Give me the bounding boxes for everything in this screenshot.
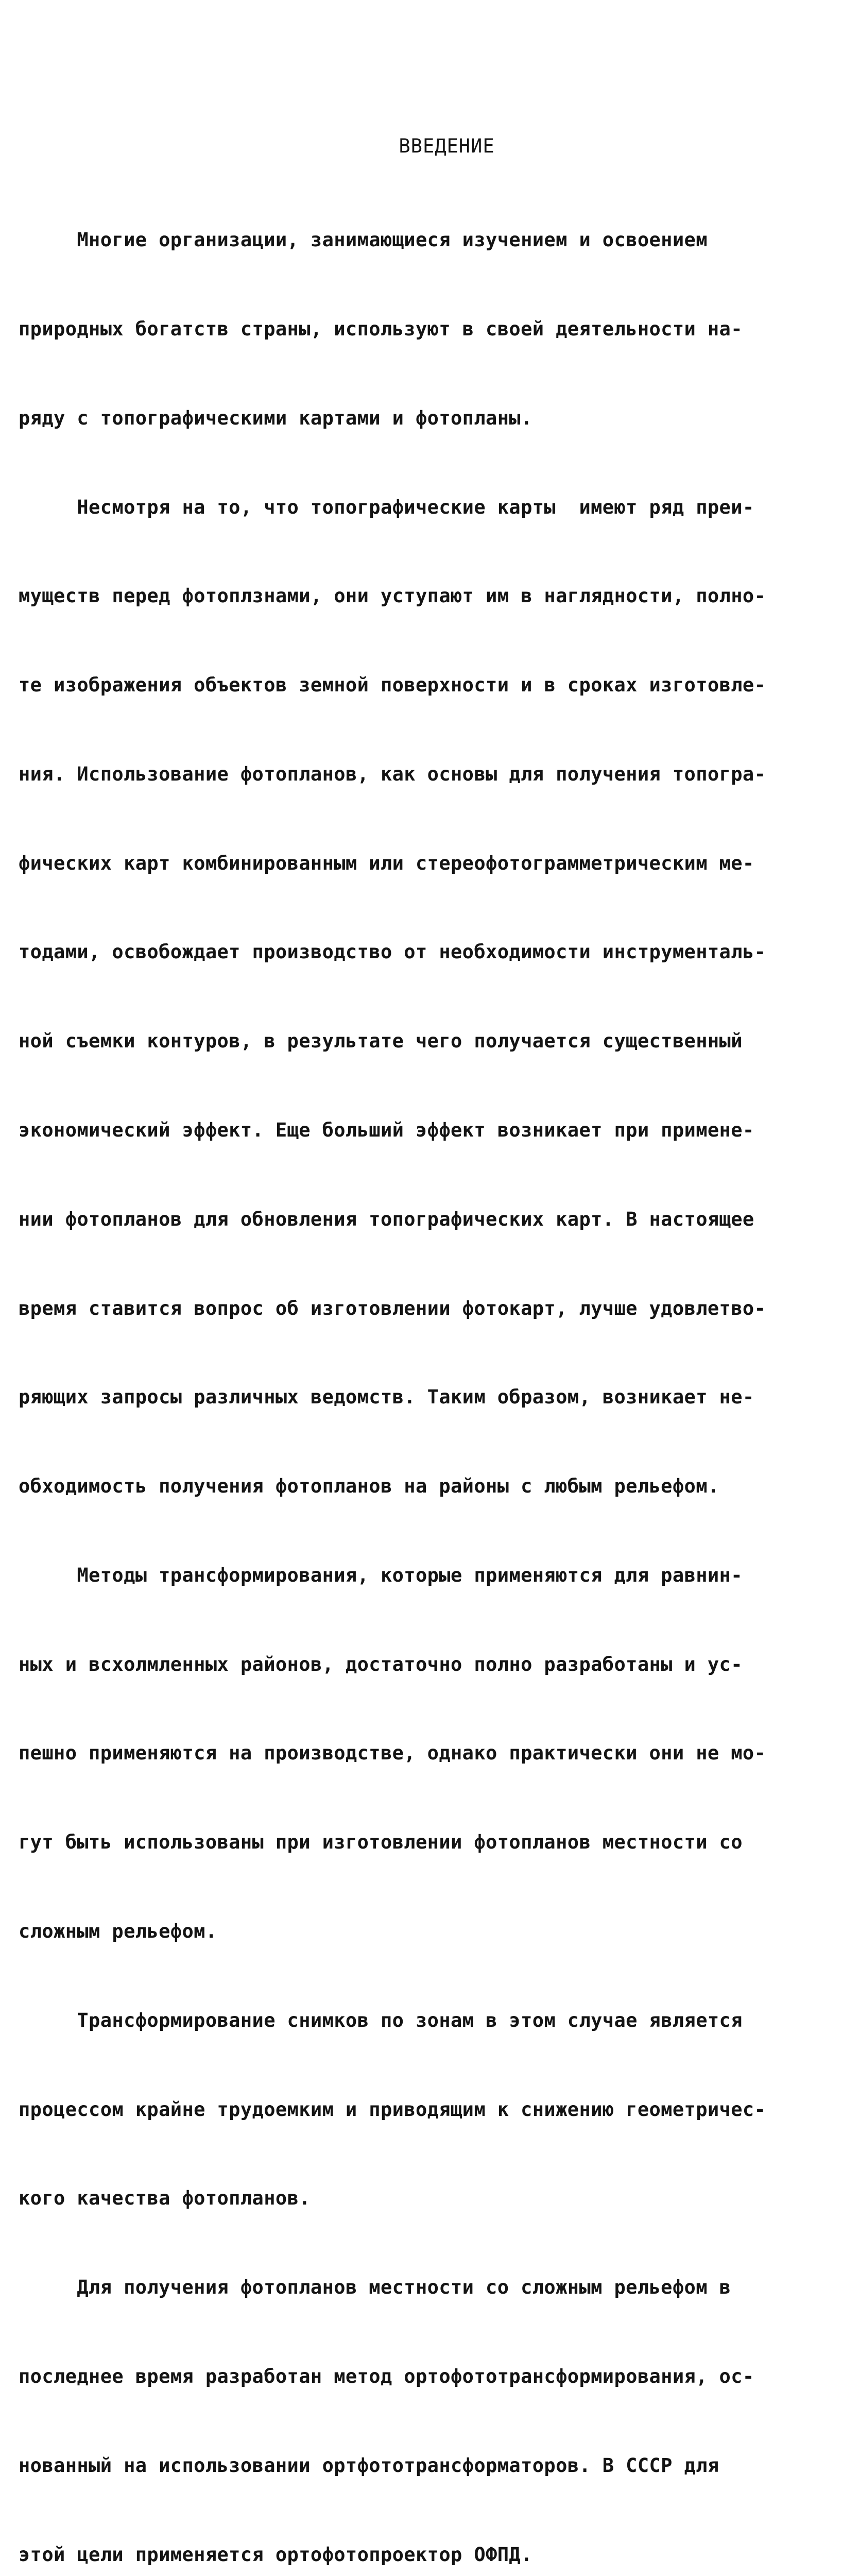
text-line: Несмотря на то, что топографические карты имеют ряд преи- bbox=[19, 496, 754, 518]
text-line: последнее время разработан метод ортофототрансформирования, ос- bbox=[19, 2365, 754, 2387]
text-line: тодами, освобождает производство от необходимости инструменталь- bbox=[19, 941, 766, 963]
page-title: ВВЕДЕНИЕ bbox=[399, 135, 495, 157]
text-line: нованный на использовании ортфототрансформаторов. В СССР для bbox=[19, 2454, 719, 2477]
text-line: ряющих запросы различных ведомств. Таким образом, возникает не- bbox=[19, 1386, 754, 1409]
text-line: ния. Использование фотопланов, как основы для получения топогра- bbox=[19, 762, 766, 785]
text-line: время ставится вопрос об изготовлении фотокарт, лучше удовлетво- bbox=[19, 1297, 766, 1319]
text-line: фических карт комбинированным или стереофотограмметрическим ме- bbox=[19, 852, 754, 874]
text-line: экономический эффект. Еще больший эффект возникает при примене- bbox=[19, 1119, 754, 1141]
text-line: Для получения фотопланов местности со сложным рельефом в bbox=[19, 2276, 731, 2299]
text-line: муществ перед фотоплзнами, они уступают им в наглядности, полно- bbox=[19, 585, 766, 607]
text-line: обходимость получения фотопланов на районы с любым рельефом. bbox=[19, 1475, 719, 1498]
text-line: нии фотопланов для обновления топографических карт. В настоящее bbox=[19, 1208, 754, 1230]
text-line: процессом крайне трудоемким и приводящим к снижению геометричес- bbox=[19, 2098, 766, 2121]
text-line: ряду с топографическими картами и фотопланы. bbox=[19, 406, 532, 429]
text-line: этой цели применяется ортофотопроектор ОФПД. bbox=[19, 2543, 532, 2566]
text-line: гут быть использованы при изготовлении фотопланов местности со bbox=[19, 1831, 743, 1854]
text-line: природных богатств страны, используют в своей деятельности на- bbox=[19, 317, 743, 340]
text-line: Многие организации, занимающиеся изучением и освоением bbox=[19, 229, 708, 251]
text-line: пешно применяются на производстве, однако практически они не мо- bbox=[19, 1742, 766, 1765]
body-text bbox=[19, 166, 766, 2576]
text-line: кого качества фотопланов. bbox=[19, 2187, 311, 2210]
text-line: Трансформирование снимков по зонам в этом случае является bbox=[19, 2009, 743, 2031]
text-line: ной съемки контуров, в результате чего получается существенный bbox=[19, 1030, 743, 1053]
text-line: те изображения объектов земной поверхности и в сроках изготовле- bbox=[19, 674, 766, 697]
text-line: Методы трансформирования, которые применяются для равнин- bbox=[19, 1564, 743, 1586]
text-line: ных и всхолмленных районов, достаточно полно разработаны и ус- bbox=[19, 1653, 743, 1675]
text-line: сложным рельефом. bbox=[19, 1920, 217, 1943]
